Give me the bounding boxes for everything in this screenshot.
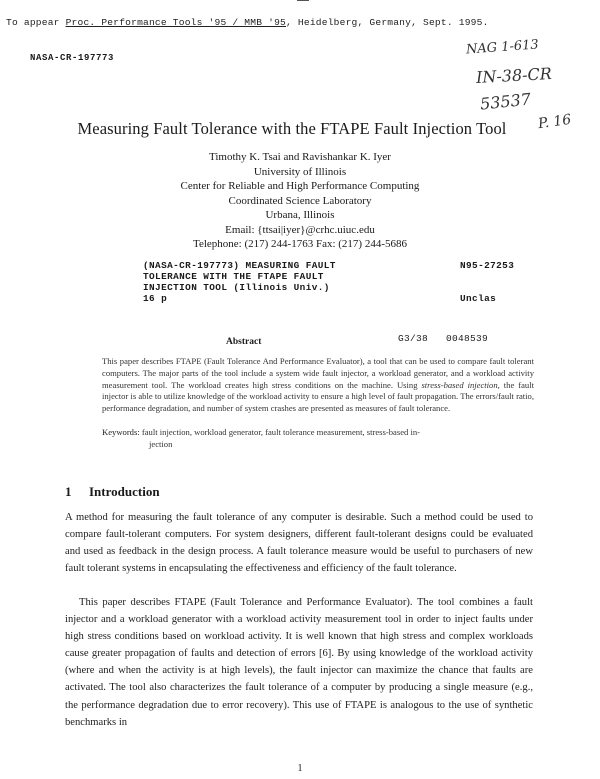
abstract-heading: Abstract bbox=[226, 337, 262, 347]
author-university: University of Illinois bbox=[253, 165, 347, 178]
paper-title bbox=[0, 119, 600, 139]
conference-name: Proc. Performance Tools '95 / MMB '95 bbox=[65, 17, 286, 28]
author-block bbox=[0, 150, 600, 252]
abstract-text-a: This paper describes FTAPE (Fault Tolerance And Performance Evaluator), a tool that can be used to compare fault tolerant computers. The major parts of the tool include a system wide fault injector, a workload generator, and a workload activity measurement tool. The workload creates high stress conditions on the machine. Using bbox=[102, 356, 534, 390]
keywords-label: Keywords: bbox=[102, 427, 140, 437]
publication-note bbox=[6, 17, 489, 28]
author-email: Email: {ttsai|iyer}@crhc.uiuc.edu bbox=[225, 223, 375, 236]
handwritten-category: IN-38-CR bbox=[475, 64, 553, 87]
abstract-emphasis: stress-based injection bbox=[421, 379, 498, 390]
author-names: Timothy K. Tsai and Ravishankar K. Iyer bbox=[209, 151, 391, 163]
stamp-status: Unclas bbox=[460, 293, 497, 304]
paragraph-1: A method for measuring the fault tolerance of any computer is desirable. Such a method could be used to compare fault-tolerant computers. For system designers, different fault-tolerant designs could be evaluated and used as feedback in the design process. A fault tolerance measure would be useful to purchasers of new fault tolerant systems in encapsulating the effectiveness and efficiency of the fault tolerance. bbox=[65, 512, 533, 575]
author-phone: Telephone: (217) 244-1763 Fax: (217) 244-5686 bbox=[193, 238, 407, 250]
keywords bbox=[102, 427, 534, 451]
abstract-text bbox=[102, 356, 534, 415]
handwritten-grant-number: NAG 1-613 bbox=[465, 37, 540, 58]
accession-stamp bbox=[143, 260, 553, 304]
report-number: NASA-CR-197773 bbox=[30, 53, 115, 63]
author-city: Urbana, Illinois bbox=[265, 209, 335, 221]
keywords-line-1: fault injection, workload generator, fault tolerance measurement, stress-based in- bbox=[139, 427, 420, 437]
abstract-text-b: , the fault injector is able to utilize knowledge of the workload activity to ensure a high level of fault propagation. The errors/fault ratio, performance degradation, and number of system crashes are presented as measures of fault tolerance. bbox=[102, 379, 534, 414]
stamp-line-3: INJECTION TOOL (Illinois Univ.) bbox=[143, 282, 330, 293]
publication-note-prefix: To appear bbox=[6, 17, 66, 28]
author-lab: Coordinated Science Laboratory bbox=[228, 194, 372, 207]
paper-title-text: Measuring Fault Tolerance with the FTAPE Fault Injection Tool bbox=[77, 119, 507, 138]
keywords-line-2: jection bbox=[149, 438, 173, 449]
stamp-line-1: (NASA-CR-197773) MEASURING FAULT bbox=[143, 260, 336, 271]
page-number: 1 bbox=[297, 763, 303, 774]
top-rule bbox=[297, 0, 309, 1]
stamp-line-2: TOLERANCE WITH THE FTAPE FAULT bbox=[143, 271, 324, 282]
section-title: Introduction bbox=[89, 484, 160, 499]
stamp-code: G3/38 0048539 bbox=[398, 333, 489, 344]
handwritten-page-count: P. 16 bbox=[537, 111, 573, 133]
author-center: Center for Reliable and High Performance Computing bbox=[180, 180, 420, 192]
section-heading bbox=[65, 484, 160, 500]
publication-note-suffix: , Heidelberg, Germany, Sept. 1995. bbox=[286, 17, 489, 28]
stamp-accession-number: N95-27253 bbox=[460, 260, 515, 271]
handwritten-id: 53537 bbox=[479, 89, 532, 114]
section-number: 1 bbox=[65, 484, 72, 499]
paragraph-2: This paper describes FTAPE (Fault Tolerance and Performance Evaluator). The tool combines a fault injector and a workload generator with a workload activity measurement tool in order to inject faults under high stress conditions based on workload activity. It is well known that high stress and complex workloads cause greater propagation of faults and detection of errors [6]. By using knowledge of the workload activity (where and when the activity is at high levels), the fault injector can maximize the chance that faults are activated. The tool also characterizes the fault tolerance of a computer by producing a single measure (e.g., the performance degradation due to error recovery). This use of FTAPE is analogous to the use of synthetic benchmarks in bbox=[65, 597, 533, 728]
stamp-line-4: 16 p bbox=[143, 293, 168, 304]
